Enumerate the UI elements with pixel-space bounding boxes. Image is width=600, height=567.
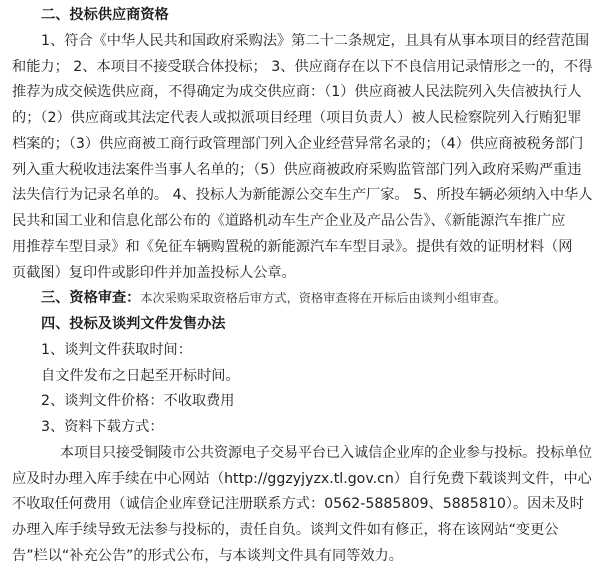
- section4-line: 告”栏以“补充公告”的形式公布，与本谈判文件具有同等效力。: [12, 548, 403, 564]
- section4-heading: 四、投标及谈判文件发售办法: [41, 316, 226, 332]
- section4-line: 2、谈判文件价格：不收取费用: [41, 393, 235, 409]
- section3-heading: 三、资格审查：: [41, 290, 141, 306]
- section2-line: 的；（2）供应商或其法定代表人或拟派项目经理（项目负责人）被人民检察院列入行贿犯罪: [12, 110, 582, 126]
- section2-line: 档案的；（3）供应商被工商行政管理部门列入企业经营异常名录的；（4）供应商被税务部门: [12, 136, 584, 152]
- section2-line: 1、符合《中华人民共和国政府采购法》第二十二条规定，且具有从事本项目的经营范围: [41, 33, 590, 49]
- section2-line: 和能力； 2、本项目不接受联合体投标； 3、供应商存在以下不良信用记录情形之一的，不得: [12, 59, 593, 75]
- section2-line: 法失信行为记录名单的。 4、投标人为新能源公交车生产厂家。 5、所投车辆必须纳入中华人: [12, 187, 593, 203]
- section4-line: 应及时办理入库手续在中心网站（http://ggzyjyzx.tl.gov.cn）自行免费下载谈判文件，中心: [12, 471, 592, 487]
- section2-line: 用推荐车型目录》和《免征车辆购置税的新能源汽车车型目录》。提供有效的证明材料（网: [12, 239, 573, 255]
- section4-line: 办理入库手续导致无法参与投标的，责任自负。谈判文件如有修正，将在该网站“变更公: [12, 522, 559, 538]
- section4-line: 不收取任何费用（诚信企业库登记注册联系方式：0562-5885809、5885810）。因未及时: [12, 496, 584, 512]
- section2-line: 民共和国工业和信息化部公布的《道路机动车生产企业及产品公告》、《新能源汽车推广应: [12, 213, 566, 229]
- section4-line: 自文件发布之日起至开标时间。: [41, 368, 240, 384]
- section4-line: 本项目只接受铜陵市公共资源电子交易平台已入诚信企业库的企业参与投标。投标单位: [60, 445, 593, 461]
- section3-body: 本次采购采取资格后审方式，资格审查将在开标后由谈判小组审查。: [140, 291, 506, 305]
- section4-line: 3、资料下载方式：: [41, 419, 164, 435]
- section3-row: [41, 287, 506, 309]
- section2-line: 推荐为成交候选供应商，不得确定为成交供应商：（1）供应商被人民法院列入失信被执行人: [12, 84, 582, 100]
- section2-heading: 二、投标供应商资格: [41, 7, 169, 23]
- section4-line: 1、谈判文件获取时间：: [41, 342, 192, 358]
- section2-line: 页截图）复印件或影印件并加盖投标人公章。: [12, 265, 296, 281]
- section2-line: 列入重大税收违法案件当事人名单的；（5）供应商被政府采购监管部门列入政府采购严重违: [12, 162, 582, 178]
